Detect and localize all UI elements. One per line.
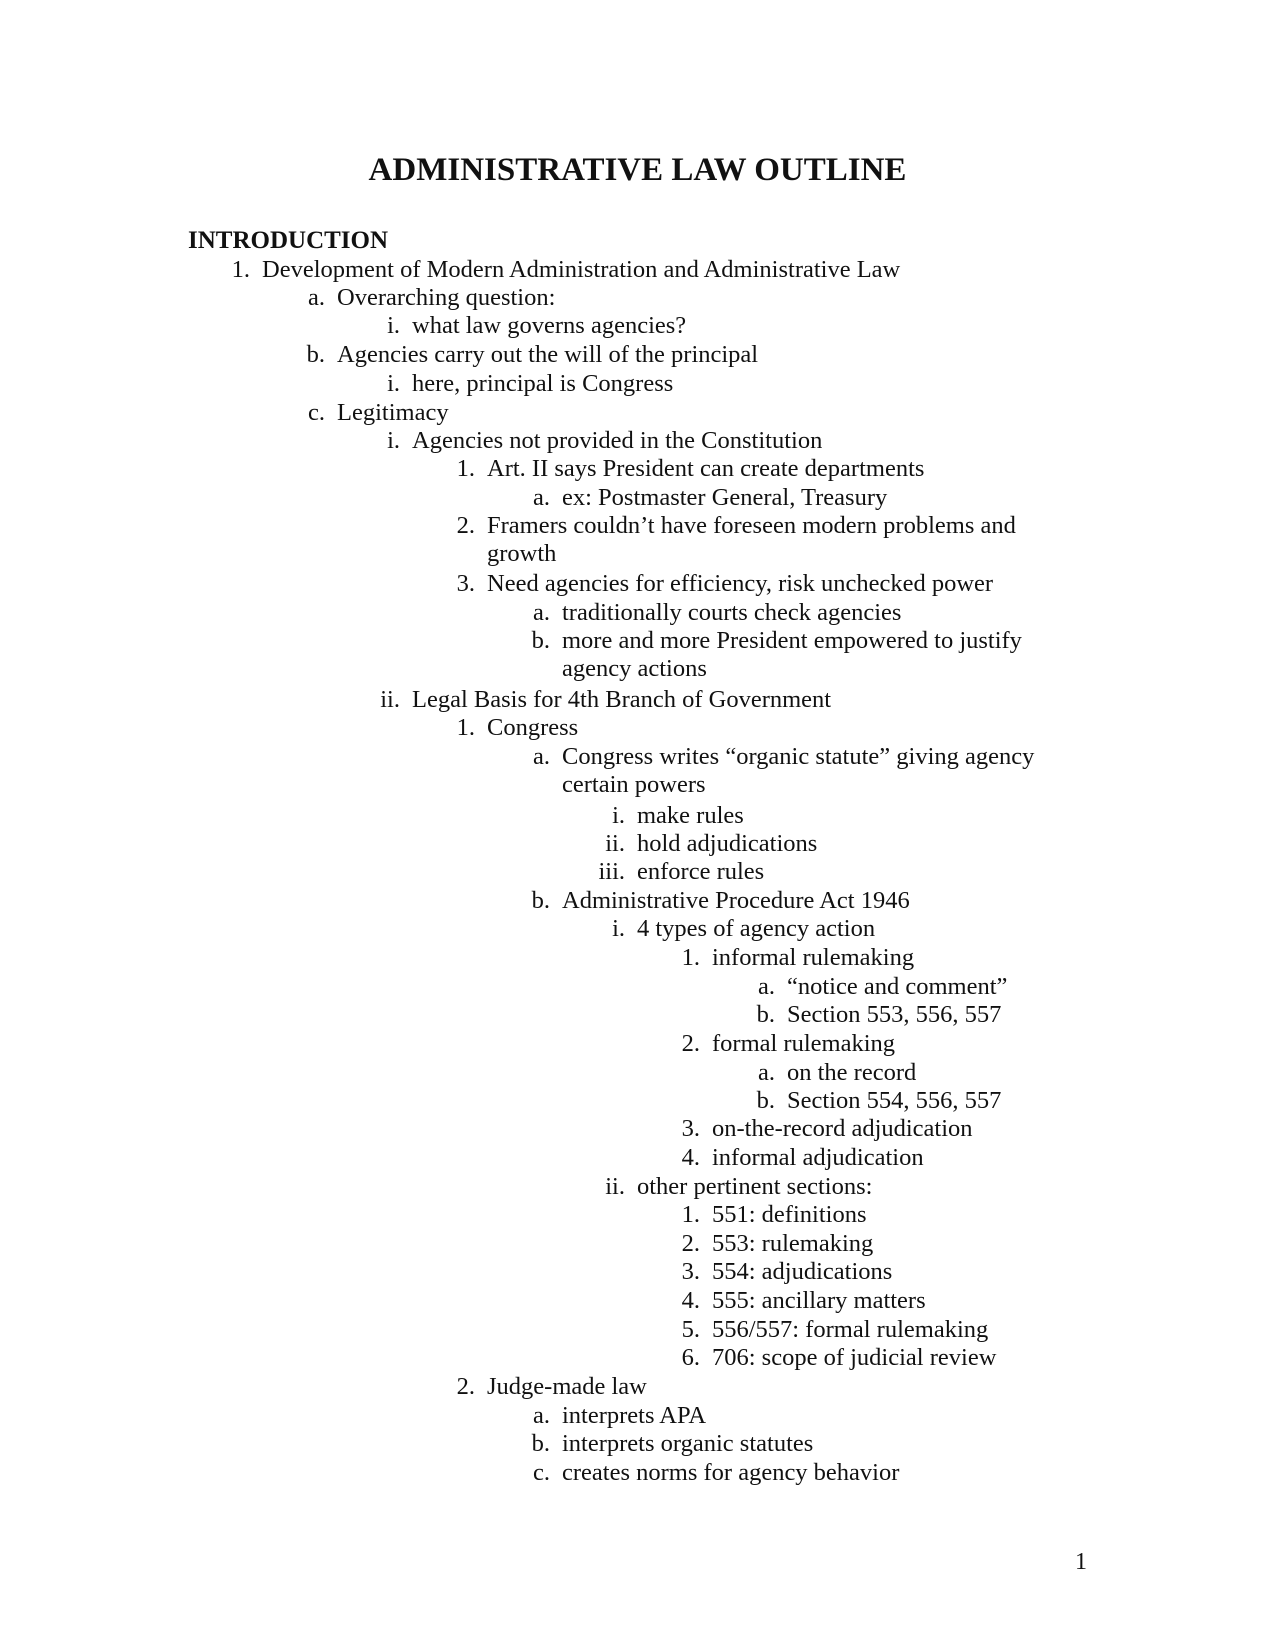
- outline-item-text: enforce rules: [637, 858, 765, 885]
- outline-item-marker: 2.: [681, 1030, 700, 1057]
- outline-item: [533, 599, 1062, 627]
- outline-item-marker: i.: [612, 802, 625, 829]
- outline-item-text: 553: rulemaking: [712, 1230, 874, 1257]
- outline-item-text: Art. II says President can create departments: [487, 455, 925, 482]
- outline-item-marker: 6.: [681, 1344, 700, 1371]
- outline-item-text: here, principal is Congress: [412, 370, 674, 397]
- outline-item: [612, 915, 1037, 943]
- outline-item-text: creates norms for agency behavior: [562, 1459, 900, 1486]
- outline-item: [605, 830, 1037, 858]
- outline-item: [380, 686, 1112, 714]
- outline-item-text: Administrative Procedure Act 1946: [562, 887, 910, 914]
- outline-item: [533, 484, 1062, 512]
- outline-item-text: Agencies carry out the will of the principal: [337, 341, 759, 368]
- outline-item-marker: iii.: [598, 858, 625, 885]
- outline-item-marker: b.: [756, 1087, 775, 1114]
- outline-item: [681, 1115, 1112, 1143]
- outline-item-marker: i.: [612, 915, 625, 942]
- outline-item-text: Framers couldn’t have foreseen modern problems and growth: [487, 512, 1016, 567]
- outline-item: [612, 802, 1037, 830]
- outline-item-marker: 2.: [456, 512, 475, 539]
- outline-item: [531, 627, 1042, 683]
- outline-item: [456, 714, 1047, 742]
- outline-item: [531, 887, 1062, 915]
- outline-item: [533, 743, 1052, 799]
- outline-item: [598, 858, 1037, 886]
- outline-item-marker: i.: [387, 370, 400, 397]
- outline-item-marker: 1.: [681, 1201, 700, 1228]
- outline-item-text: 556/557: formal rulemaking: [712, 1316, 989, 1343]
- outline-item-marker: 1.: [456, 714, 475, 741]
- outline-item: [756, 1087, 1087, 1115]
- outline-item-marker: 1.: [231, 256, 250, 283]
- outline-item-marker: a.: [533, 599, 550, 626]
- outline-item: [681, 1030, 1112, 1058]
- outline-item-marker: b.: [531, 627, 550, 654]
- outline-item-marker: b.: [756, 1001, 775, 1028]
- outline-item-text: 555: ancillary matters: [712, 1287, 926, 1314]
- outline-item-text: 554: adjudications: [712, 1258, 893, 1285]
- outline-item: [456, 570, 1047, 598]
- outline-item-marker: 1.: [456, 455, 475, 482]
- outline-item-marker: 4.: [681, 1144, 700, 1171]
- outline-item: [605, 1173, 1037, 1201]
- outline-item-text: Overarching question:: [337, 284, 556, 311]
- outline-item-text: formal rulemaking: [712, 1030, 896, 1057]
- outline-item-marker: 2.: [456, 1373, 475, 1400]
- page-number: 1: [1075, 1549, 1087, 1575]
- outline-item-marker: b.: [531, 887, 550, 914]
- outline-item-text: traditionally courts check agencies: [562, 599, 902, 626]
- outline-item-marker: a.: [533, 1402, 550, 1429]
- outline-item: [681, 944, 1112, 972]
- outline-item-marker: ii.: [605, 1173, 625, 1200]
- outline-item: [456, 455, 1047, 483]
- outline-item: [756, 1001, 1087, 1029]
- outline-item-marker: c.: [533, 1459, 550, 1486]
- outline-item: [308, 399, 1137, 427]
- outline-item-marker: 2.: [681, 1230, 700, 1257]
- outline-item-text: informal rulemaking: [712, 944, 915, 971]
- outline-item: [681, 1144, 1112, 1172]
- outline-item-text: Judge-made law: [487, 1373, 647, 1400]
- outline-item-text: on the record: [787, 1059, 917, 1086]
- outline-item-text: 706: scope of judicial review: [712, 1344, 997, 1371]
- outline-item: [681, 1344, 1112, 1372]
- outline-item-text: 4 types of agency action: [637, 915, 876, 942]
- outline-item: [681, 1201, 1112, 1229]
- outline-item-text: “notice and comment”: [787, 973, 1008, 1000]
- outline-item-marker: 3.: [681, 1258, 700, 1285]
- outline-item-text: interprets organic statutes: [562, 1430, 814, 1457]
- outline-item-text: make rules: [637, 802, 744, 829]
- outline-item-text: interprets APA: [562, 1402, 707, 1429]
- outline-item: [533, 1402, 1062, 1430]
- outline-item-marker: a.: [533, 743, 550, 770]
- outline-item-marker: i.: [387, 427, 400, 454]
- outline-item-marker: 4.: [681, 1287, 700, 1314]
- outline-item: [758, 973, 1087, 1001]
- section-heading: INTRODUCTION: [188, 227, 389, 254]
- outline-item-marker: 3.: [456, 570, 475, 597]
- outline-item: [681, 1316, 1112, 1344]
- outline-item-text: Agencies not provided in the Constitution: [412, 427, 823, 454]
- outline-item-marker: ii.: [380, 686, 400, 713]
- outline-item: [456, 512, 1047, 568]
- outline-item-marker: ii.: [605, 830, 625, 857]
- outline-item-text: on-the-record adjudication: [712, 1115, 973, 1142]
- outline-item-marker: 1.: [681, 944, 700, 971]
- outline-item-text: informal adjudication: [712, 1144, 924, 1171]
- outline-item-marker: a.: [758, 973, 775, 1000]
- outline-item-marker: 3.: [681, 1115, 700, 1142]
- outline-item: [533, 1459, 1062, 1487]
- outline-item-marker: b.: [531, 1430, 550, 1457]
- outline-item-marker: a.: [533, 484, 550, 511]
- outline-item-text: Congress writes “organic statute” giving agency certain powers: [562, 743, 1035, 798]
- outline-item-text: Section 553, 556, 557: [787, 1001, 1002, 1028]
- outline-item-text: Need agencies for efficiency, risk unchecked power: [487, 570, 994, 597]
- outline-item: [758, 1059, 1087, 1087]
- outline-item-text: other pertinent sections:: [637, 1173, 873, 1200]
- outline-item-marker: i.: [387, 312, 400, 339]
- outline-item: [531, 1430, 1062, 1458]
- outline-item: [306, 341, 1137, 369]
- outline-item-marker: a.: [308, 284, 325, 311]
- outline-item-text: what law governs agencies?: [412, 312, 687, 339]
- outline-item: [231, 256, 1162, 284]
- outline-item: [681, 1287, 1112, 1315]
- document-title: ADMINISTRATIVE LAW OUTLINE: [368, 152, 907, 188]
- outline-item-text: hold adjudications: [637, 830, 818, 857]
- outline-item-text: ex: Postmaster General, Treasury: [562, 484, 888, 511]
- outline-item: [456, 1373, 987, 1401]
- outline-item-text: more and more President empowered to justify agency actions: [562, 627, 1022, 682]
- outline-item: [681, 1258, 1112, 1286]
- outline-item-text: Section 554, 556, 557: [787, 1087, 1002, 1114]
- outline-item-marker: b.: [306, 341, 325, 368]
- outline-item: [681, 1230, 1112, 1258]
- outline-item-text: Development of Modern Administration and Administrative Law: [262, 256, 901, 283]
- outline-item-text: 551: definitions: [712, 1201, 867, 1228]
- outline-item-marker: 5.: [681, 1316, 700, 1343]
- outline-item-text: Legal Basis for 4th Branch of Government: [412, 686, 832, 713]
- outline-item-text: Congress: [487, 714, 579, 741]
- outline-item: [387, 427, 1112, 455]
- outline-item-text: Legitimacy: [337, 399, 449, 426]
- outline-item: [387, 312, 1112, 340]
- outline-item-marker: a.: [758, 1059, 775, 1086]
- outline-item: [308, 284, 1137, 312]
- outline-item-marker: c.: [308, 399, 325, 426]
- outline-item: [387, 370, 1112, 398]
